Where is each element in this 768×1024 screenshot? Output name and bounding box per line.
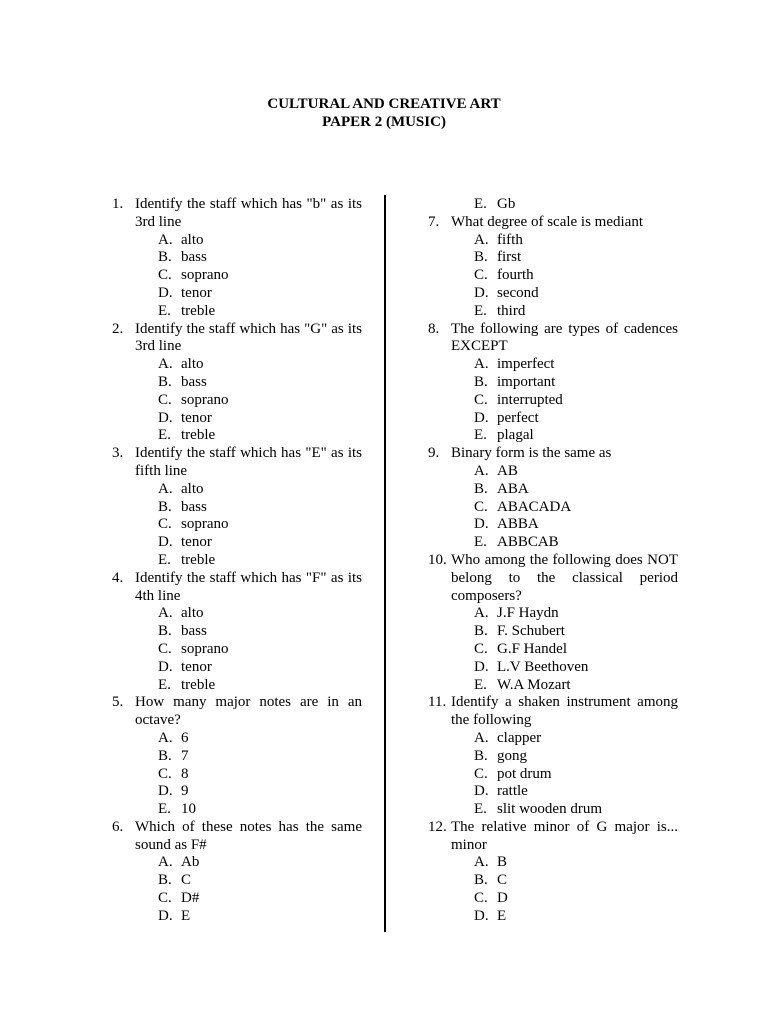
option-letter: E.: [474, 196, 487, 212]
answer-option: [428, 677, 678, 695]
option-letter: D.: [158, 284, 173, 301]
answer-option: [428, 285, 678, 303]
option-text: 8: [181, 765, 189, 782]
answer-option: [428, 783, 678, 801]
question-text: What degree of scale is mediant: [451, 213, 643, 230]
option-text: alto: [181, 231, 204, 248]
question-number: 9.: [428, 445, 440, 462]
answer-option: [428, 748, 678, 766]
option-letter: B.: [158, 373, 172, 390]
answer-option: [112, 730, 362, 748]
option-letter: B.: [474, 249, 488, 266]
option-letter: E.: [158, 676, 171, 693]
answer-option: [428, 516, 678, 534]
option-letter: A.: [474, 356, 489, 373]
option-text: tenor: [181, 409, 212, 426]
answer-option: [112, 356, 362, 374]
answer-option: [428, 249, 678, 267]
question-text: The relative minor of G major is... minor: [451, 818, 678, 853]
option-text: rattle: [497, 783, 528, 800]
answer-option: [112, 872, 362, 890]
answer-option: [112, 677, 362, 695]
question-number: 8.: [428, 320, 440, 337]
answer-option: [112, 249, 362, 267]
option-letter: D.: [474, 516, 489, 533]
option-text: 7: [181, 747, 189, 764]
option-text: 10: [181, 801, 196, 818]
question-1: [112, 196, 362, 232]
column-divider: [384, 195, 386, 932]
option-text: treble: [181, 676, 216, 693]
option-letter: E.: [158, 551, 171, 568]
option-text: C: [181, 872, 192, 889]
option-letter: A.: [158, 480, 173, 497]
option-text: pot drum: [497, 765, 552, 782]
option-letter: B.: [474, 872, 488, 889]
left-column: [112, 196, 362, 926]
question-text: Identify the staff which has "E" as its fifth line: [135, 445, 362, 479]
question-text: The following are types of cadences EXCEPT: [451, 320, 678, 355]
question-10: [428, 552, 678, 605]
option-letter: E.: [474, 534, 487, 551]
option-letter: A.: [158, 729, 173, 746]
option-text: Ab: [181, 854, 200, 871]
answer-option: [428, 534, 678, 552]
option-text: alto: [181, 605, 204, 622]
question-number: 11.: [428, 694, 447, 711]
answer-option: [428, 303, 678, 321]
question-text: Which of these notes has the same sound as F#: [135, 818, 362, 853]
option-text: treble: [181, 427, 216, 444]
answer-option: [428, 481, 678, 499]
option-text: 6: [181, 729, 189, 746]
option-text: plagal: [497, 427, 534, 444]
option-text: alto: [181, 356, 204, 373]
answer-option: [112, 908, 362, 926]
option-letter: A.: [474, 729, 489, 746]
option-text: interrupted: [497, 391, 563, 408]
option-letter: E.: [158, 801, 171, 818]
question-text: Identify the staff which has "G" as its 3rd line: [135, 320, 362, 355]
option-letter: C.: [474, 890, 488, 907]
answer-option: [428, 463, 678, 481]
option-text: tenor: [181, 284, 212, 301]
option-text: third: [497, 302, 526, 319]
option-letter: C.: [474, 391, 488, 408]
option-text: ABBCAB: [497, 534, 559, 551]
option-letter: C.: [474, 640, 488, 657]
option-letter: E.: [474, 302, 487, 319]
answer-option: [112, 499, 362, 517]
option-text: clapper: [497, 729, 542, 746]
answer-option: [428, 890, 678, 908]
option-letter: E.: [158, 427, 171, 444]
option-letter: B.: [158, 249, 172, 266]
question-2: [112, 321, 362, 357]
question-9: [428, 445, 678, 463]
option-letter: D.: [474, 409, 489, 426]
question-8: [428, 321, 678, 357]
option-text: L.V Beethoven: [497, 658, 589, 675]
option-text: bass: [181, 498, 207, 515]
option-text: soprano: [181, 516, 229, 533]
option-text: fifth: [497, 231, 523, 248]
option-letter: D.: [474, 783, 489, 800]
question-number: 3.: [112, 445, 124, 462]
option-text: J.F Haydn: [497, 605, 559, 622]
answer-option: [428, 374, 678, 392]
option-text: second: [497, 284, 539, 301]
answer-option: [428, 605, 678, 623]
option-text: tenor: [181, 658, 212, 675]
option-text: soprano: [181, 391, 229, 408]
option-letter: C.: [474, 498, 488, 515]
option-text: E: [497, 907, 507, 924]
question-number: 10.: [428, 551, 447, 568]
question-7: [428, 214, 678, 232]
option-letter: D.: [474, 284, 489, 301]
option-letter: C.: [158, 765, 172, 782]
question-11: [428, 694, 678, 730]
answer-option: [112, 392, 362, 410]
answer-option: [112, 285, 362, 303]
option-letter: B.: [474, 747, 488, 764]
answer-option: [112, 766, 362, 784]
option-letter: A.: [474, 462, 489, 479]
option-letter: B.: [158, 623, 172, 640]
question-number: 2.: [112, 320, 124, 337]
option-text: bass: [181, 249, 207, 266]
question-number: 4.: [112, 569, 124, 586]
option-letter: E.: [474, 801, 487, 818]
option-text: E: [181, 907, 191, 924]
question-number: 6.: [112, 818, 124, 835]
option-letter: B.: [474, 623, 488, 640]
option-text: gong: [497, 747, 527, 764]
answer-option: [112, 516, 362, 534]
question-number: 12.: [428, 818, 447, 835]
option-letter: E.: [474, 676, 487, 693]
option-text: important: [497, 373, 556, 390]
option-text: C: [497, 872, 508, 889]
option-letter: B.: [158, 872, 172, 889]
option-text: treble: [181, 551, 216, 568]
option-text: alto: [181, 480, 204, 497]
question-text: Who among the following does NOT belong to the classical period composers?: [451, 551, 678, 604]
option-letter: A.: [474, 231, 489, 248]
option-letter: C.: [158, 640, 172, 657]
option-text: F. Schubert: [497, 623, 565, 640]
option-letter: A.: [474, 605, 489, 622]
answer-option: [112, 232, 362, 250]
option-text: AB: [497, 462, 518, 479]
option-letter: C.: [158, 391, 172, 408]
answer-option: [428, 659, 678, 677]
carry-over-option: [428, 196, 678, 214]
option-letter: D.: [158, 907, 173, 924]
option-text: first: [497, 249, 522, 266]
title-line-2: PAPER 2 (MUSIC): [322, 114, 446, 130]
option-text: bass: [181, 623, 207, 640]
question-text: Identify the staff which has "F" as its 4th line: [135, 569, 362, 604]
option-letter: D.: [474, 658, 489, 675]
answer-option: [428, 392, 678, 410]
answer-option: [428, 908, 678, 926]
answer-option: [112, 623, 362, 641]
option-letter: B.: [158, 498, 172, 515]
question-number: 1.: [112, 196, 124, 212]
answer-option: [112, 374, 362, 392]
option-letter: B.: [474, 480, 488, 497]
answer-option: [112, 854, 362, 872]
question-text: Identify a shaken instrument among the following: [451, 694, 678, 729]
option-text: G.F Handel: [497, 640, 567, 657]
option-text: Gb: [497, 196, 516, 212]
answer-option: [428, 872, 678, 890]
answer-option: [112, 481, 362, 499]
option-text: imperfect: [497, 356, 555, 373]
answer-option: [112, 303, 362, 321]
answer-option: [428, 801, 678, 819]
option-text: bass: [181, 373, 207, 390]
question-text: Binary form is the same as: [451, 445, 612, 462]
option-text: treble: [181, 302, 216, 319]
answer-option: [112, 783, 362, 801]
right-column: [428, 196, 678, 926]
question-6: [112, 819, 362, 855]
question-text: How many major notes are in an octave?: [135, 694, 362, 729]
option-letter: D.: [158, 409, 173, 426]
option-text: W.A Mozart: [497, 676, 571, 693]
option-text: soprano: [181, 267, 229, 284]
question-4: [112, 570, 362, 606]
answer-option: [428, 267, 678, 285]
option-letter: A.: [158, 854, 173, 871]
option-letter: D.: [158, 534, 173, 551]
answer-option: [112, 801, 362, 819]
option-text: B: [497, 854, 508, 871]
answer-option: [428, 427, 678, 445]
answer-option: [112, 605, 362, 623]
answer-option: [112, 890, 362, 908]
answer-option: [112, 267, 362, 285]
title-line-1: CULTURAL AND CREATIVE ART: [267, 96, 501, 112]
option-letter: A.: [474, 854, 489, 871]
option-letter: C.: [158, 267, 172, 284]
answer-option: [112, 659, 362, 677]
option-letter: C.: [158, 516, 172, 533]
question-3: [112, 445, 362, 481]
option-letter: B.: [158, 747, 172, 764]
answer-option: [112, 427, 362, 445]
question-text: Identify the staff which has "b" as its 3rd line: [135, 196, 362, 230]
answer-option: [428, 232, 678, 250]
question-5: [112, 694, 362, 730]
answer-option: [112, 641, 362, 659]
answer-option: [112, 534, 362, 552]
option-letter: A.: [158, 605, 173, 622]
option-letter: D.: [158, 783, 173, 800]
option-letter: B.: [474, 373, 488, 390]
option-text: slit wooden drum: [497, 801, 602, 818]
answer-option: [428, 623, 678, 641]
option-text: fourth: [497, 267, 534, 284]
question-12: [428, 819, 678, 855]
option-letter: D.: [158, 658, 173, 675]
option-text: ABACADA: [497, 498, 572, 515]
option-text: ABBA: [497, 516, 539, 533]
question-number: 5.: [112, 694, 124, 711]
option-letter: C.: [474, 765, 488, 782]
option-letter: D.: [474, 907, 489, 924]
answer-option: [428, 499, 678, 517]
answer-option: [112, 748, 362, 766]
option-text: D#: [181, 890, 200, 907]
option-letter: A.: [158, 356, 173, 373]
answer-option: [428, 730, 678, 748]
option-letter: C.: [474, 267, 488, 284]
option-letter: E.: [158, 302, 171, 319]
question-number: 7.: [428, 213, 440, 230]
option-text: soprano: [181, 640, 229, 657]
option-text: ABA: [497, 480, 529, 497]
option-letter: E.: [474, 427, 487, 444]
option-text: 9: [181, 783, 189, 800]
option-text: D: [497, 890, 508, 907]
option-text: perfect: [497, 409, 539, 426]
answer-option: [428, 766, 678, 784]
answer-option: [428, 854, 678, 872]
option-letter: A.: [158, 231, 173, 248]
option-letter: C.: [158, 890, 172, 907]
answer-option: [112, 552, 362, 570]
answer-option: [112, 410, 362, 428]
option-text: tenor: [181, 534, 212, 551]
answer-option: [428, 641, 678, 659]
answer-option: [428, 356, 678, 374]
answer-option: [428, 410, 678, 428]
